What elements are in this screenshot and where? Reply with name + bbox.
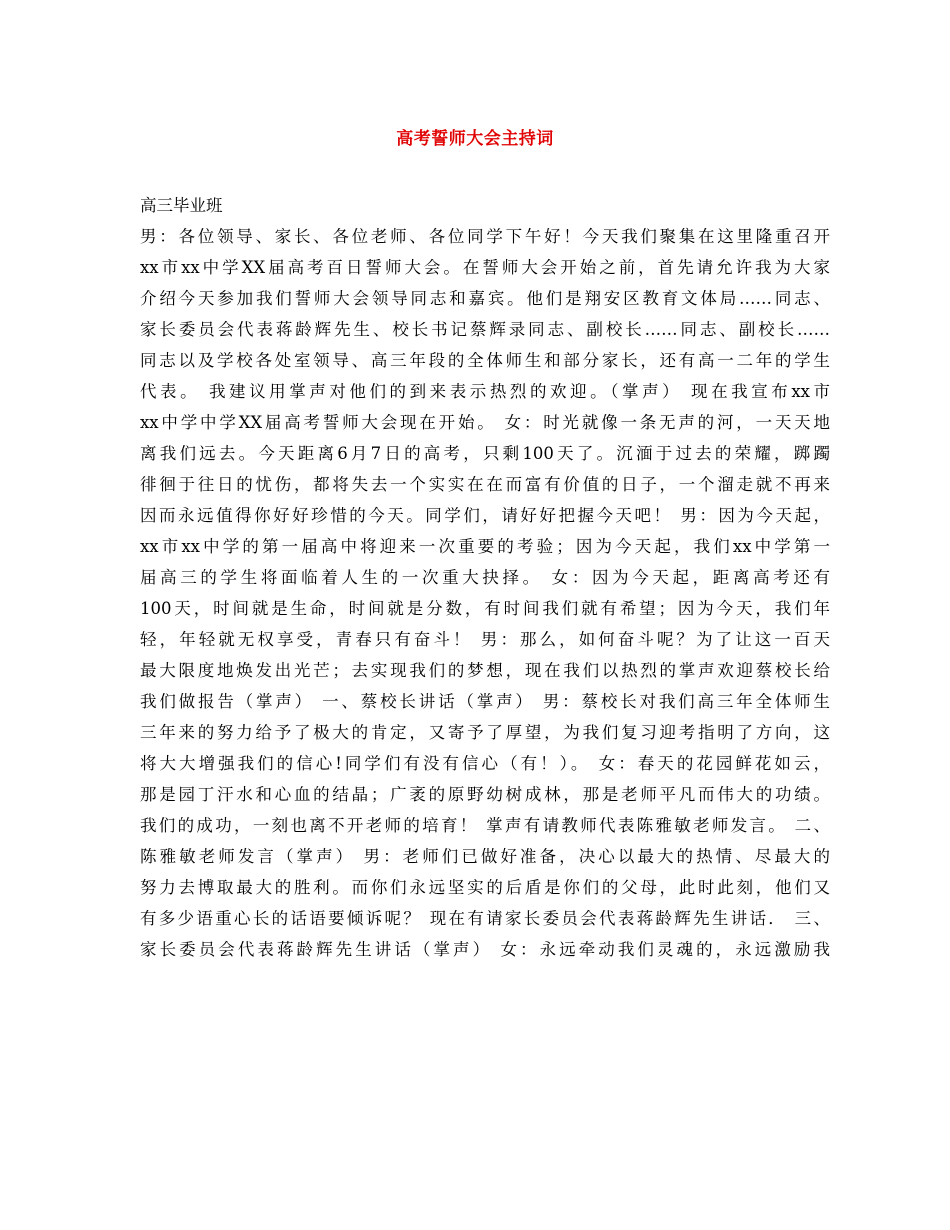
text-line: xx市xx中学XX届高考百日誓师大会。在誓师大会开始之前，首先请允许我为大家 xyxy=(140,258,830,277)
text-line: 离我们远去。今天距离6月7日的高考，只剩100天了。沉湎于过去的荣耀，踯躅 xyxy=(140,444,830,463)
text-line: 我们做报告（掌声） 一、蔡校长讲话（掌声） 男：蔡校长对我们高三年全体师生 xyxy=(140,692,830,711)
text-line: 将大大增强我们的信心!同学们有没有信心（有！）。 女：春天的花园鲜花如云， xyxy=(140,754,830,773)
text-line: 陈雅敏老师发言（掌声） 男：老师们已做好准备，决心以最大的热情、尽最大的 xyxy=(140,847,830,866)
text-line: 男：各位领导、家长、各位老师、各位同学下午好！今天我们聚集在这里隆重召开 xyxy=(140,227,830,246)
text-line: 届高三的学生将面临着人生的一次重大抉择。 女：因为今天起，距离高考还有 xyxy=(140,568,830,587)
text-line: 轻，年轻就无权享受，青春只有奋斗！ 男：那么，如何奋斗呢？为了让这一百天 xyxy=(140,630,830,649)
text-line: 那是园丁汗水和心血的结晶；广袤的原野幼树成林，那是老师平凡而伟大的功绩。 xyxy=(140,785,830,804)
text-line: 最大限度地焕发出光芒；去实现我们的梦想，现在我们以热烈的掌声欢迎蔡校长给 xyxy=(140,661,830,680)
text-line: 我们的成功，一刻也离不开老师的培育！ 掌声有请教师代表陈雅敏老师发言。 二、 xyxy=(140,816,830,835)
text-line: xx中学中学XX届高考誓师大会现在开始。 女：时光就像一条无声的河，一天天地 xyxy=(140,413,830,432)
text-line: 有多少语重心长的话语要倾诉呢？ 现在有请家长委员会代表蒋龄辉先生讲话． 三、 xyxy=(140,909,830,928)
text-line: 努力去博取最大的胜利。而你们永远坚实的后盾是你们的父母，此时此刻，他们又 xyxy=(140,878,830,897)
text-line: 高三毕业班 xyxy=(140,196,223,215)
text-line: 代表。 我建议用掌声对他们的到来表示热烈的欢迎。（掌声） 现在我宣布xx市 xyxy=(140,382,830,401)
text-line: 同志以及学校各处室领导、高三年段的全体师生和部分家长，还有高一二年的学生 xyxy=(140,351,830,370)
text-line: 家长委员会代表蒋龄辉先生讲话（掌声） 女：永远牵动我们灵魂的，永远激励我 xyxy=(140,940,830,959)
text-line: 家长委员会代表蒋龄辉先生、校长书记蔡辉录同志、副校长……同志、副校长…… xyxy=(140,320,830,339)
text-line: 徘徊于往日的忧伤，都将失去一个实实在在而富有价值的日子，一个溜走就不再来 xyxy=(140,475,830,494)
text-line: xx市xx中学的第一届高中将迎来一次重要的考验；因为今天起，我们xx中学第一 xyxy=(140,537,830,556)
document-title: 高考誓师大会主持词 xyxy=(396,129,554,149)
text-line: 三年来的努力给予了极大的肯定，又寄予了厚望，为我们复习迎考指明了方向，这 xyxy=(140,723,830,742)
text-line: 100天，时间就是生命，时间就是分数，有时间我们就有希望；因为今天，我们年 xyxy=(140,599,830,618)
document-body xyxy=(140,190,830,965)
text-line: 因而永远值得你好好珍惜的今天。同学们，请好好把握今天吧！ 男：因为今天起， xyxy=(140,506,830,525)
text-line: 介绍今天参加我们誓师大会领导同志和嘉宾。他们是翔安区教育文体局……同志、 xyxy=(140,289,830,308)
